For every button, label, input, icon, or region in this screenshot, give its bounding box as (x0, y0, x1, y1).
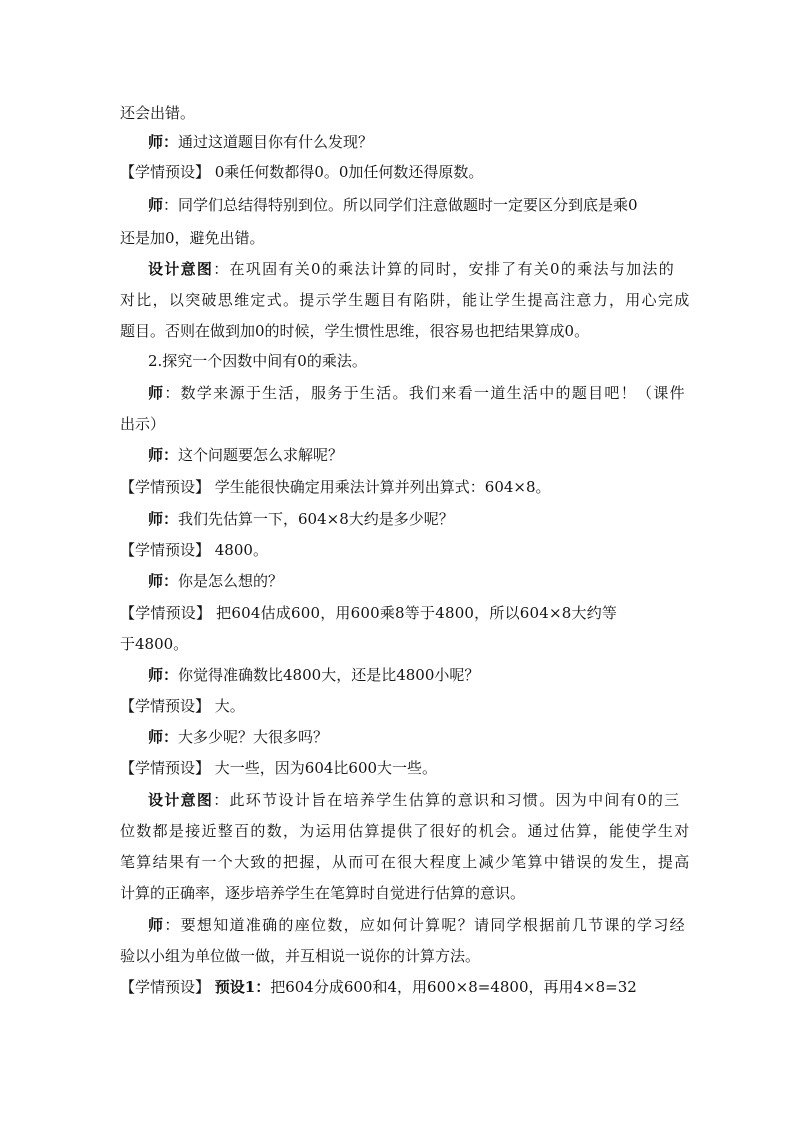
text-line (0, 346, 794, 376)
bold-label: 预设1： (214, 978, 271, 996)
text-line (0, 157, 794, 187)
text-run: ：此环节设计旨在培养学生估算的意识和习惯。因为中间有0的三 (213, 791, 681, 809)
bold-label: 设计意图 (148, 260, 214, 278)
text-line (0, 847, 794, 877)
text-line (0, 660, 794, 690)
text-line (0, 691, 794, 721)
text-run: 你觉得准确数比4800大，还是比4800小呢？ (178, 666, 480, 684)
text-run: ：在巩固有关0的乘法计算的同时，安排了有关0的乘法与加法的 (213, 260, 675, 278)
text-run: 【学情预设】 0乘任何数都得0。0加任何数还得原数。 (120, 163, 484, 181)
text-run: ：同学们总结得特别到位。所以同学们注意做题时一定要区分到底是乘0 (163, 196, 638, 214)
text-line (0, 504, 794, 534)
text-line (0, 440, 794, 470)
text-run: 【学情预设】 4800。 (120, 541, 268, 559)
text-line (0, 409, 794, 439)
text-run: 把604分成600和4，用600×8=4800，再用4×8=32 (270, 978, 637, 996)
bold-label: 师： (148, 446, 179, 464)
text-run: 这个问题要怎么求解呢？ (178, 446, 344, 464)
bold-label: 师 (148, 916, 165, 934)
text-line (0, 472, 794, 502)
text-run: ：数学来源于生活，服务于生活。我们来看一道生活中的题目吧！（课件 (164, 384, 686, 402)
text-run: 计算的正确率，逐步培养学生在笔算时自觉进行估算的意识。 (120, 884, 526, 902)
text-line (0, 316, 794, 346)
text-run: 【学情预设】 (120, 978, 215, 996)
text-run: 笔算结果有一个大致的把握，从而可在很大程度上减少笔算中错误的发生，提高 (120, 853, 691, 871)
text-run: 于4800。 (120, 635, 189, 653)
text-line (0, 629, 794, 659)
text-run: 通过这道题目你有什么发现？ (178, 133, 374, 151)
text-line (0, 285, 794, 315)
bold-label: 师： (148, 510, 179, 528)
text-run: 2.探究一个因数中间有0的乘法。 (148, 352, 367, 370)
text-line (0, 127, 794, 157)
text-run: 【学情预设】 大。 (120, 697, 245, 715)
text-line (0, 190, 794, 220)
bold-label: 师 (148, 384, 165, 402)
text-line (0, 598, 794, 628)
text-run: 大多少呢？大很多吗？ (178, 728, 329, 746)
text-run: ：要想知道准确的座位数，应如何计算呢？请同学根据前几节课的学习经 (164, 916, 686, 934)
text-line (0, 378, 794, 408)
text-run: 你是怎么想的？ (178, 572, 284, 590)
text-line (0, 972, 794, 1002)
text-run: 【学情预设】 学生能很快确定用乘法计算并列出算式：604×8。 (120, 478, 551, 496)
bold-label: 师： (148, 133, 179, 151)
text-line (0, 535, 794, 565)
text-run: 位数都是接近整百的数，为运用估算提供了很好的机会。通过估算，能使学生对 (120, 822, 691, 840)
text-line (0, 566, 794, 596)
text-line (0, 254, 794, 284)
text-line (0, 98, 794, 128)
bold-label: 师： (148, 728, 179, 746)
text-run: 对比，以突破思维定式。提示学生题目有陷阱，能让学生提高注意力，用心完成 (120, 291, 691, 309)
bold-label: 师 (148, 196, 164, 214)
text-run: 出示） (120, 415, 166, 433)
text-run: 【学情预设】 把604估成600，用600乘8等于4800，所以604×8大约等 (120, 604, 618, 622)
text-line (0, 223, 794, 253)
text-line (0, 910, 794, 940)
bold-label: 师： (148, 572, 179, 590)
text-run: 题目。否则在做到加0的时候，学生惯性思维，很容易也把结果算成0。 (120, 322, 590, 340)
text-run: 还会出错。 (120, 104, 196, 122)
text-run: 我们先估算一下，604×8大约是多少呢？ (178, 510, 454, 528)
text-line (0, 941, 794, 971)
bold-label: 设计意图 (148, 791, 214, 809)
text-line (0, 878, 794, 908)
text-line (0, 722, 794, 752)
text-run: 【学情预设】 大一些，因为604比600大一些。 (120, 759, 438, 777)
text-run: 验以小组为单位做一做，并互相说一说你的计算方法。 (120, 947, 481, 965)
text-line (0, 816, 794, 846)
bold-label: 师： (148, 666, 179, 684)
text-line (0, 785, 794, 815)
text-line (0, 753, 794, 783)
text-run: 还是加0，避免出错。 (120, 229, 265, 247)
